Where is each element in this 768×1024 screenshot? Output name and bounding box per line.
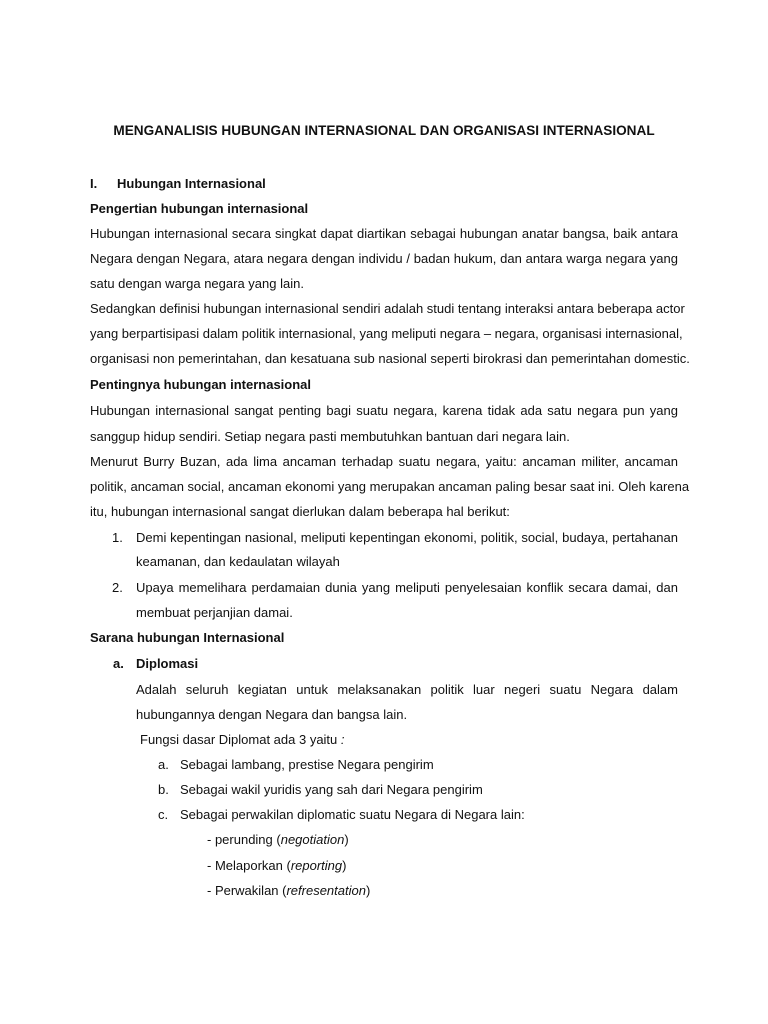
sub-item-suffix: )	[365, 883, 371, 898]
subheading-pentingnya: Pentingnya hubungan internasional	[90, 377, 312, 392]
sub-item	[207, 827, 507, 852]
fungsi-line	[140, 727, 540, 752]
paragraph-line: sanggup hidup sendiri. Setiap negara pasti membutuhkan bantuan dari negara lain.	[90, 429, 570, 444]
subheading-pengertian: Pengertian hubungan internasional	[90, 201, 309, 216]
list-item-line: Upaya memelihara perdamaian dunia yang meliputi penyelesaian konflik secara damai, dan	[136, 580, 678, 595]
sub-item-suffix: )	[342, 858, 347, 873]
section-heading	[90, 171, 678, 196]
sub-item-suffix: )	[344, 832, 349, 847]
diplomasi-label: Diplomasi	[136, 656, 199, 671]
fungsi-item: Sebagai wakil yuridis yang sah dari Negara pengirim	[180, 782, 483, 797]
fungsi-colon: :	[340, 732, 345, 747]
subheading-sarana: Sarana hubungan Internasional	[90, 630, 285, 645]
paragraph-line: Adalah seluruh kegiatan untuk melaksanakan politik luar negeri suatu Negara dalam	[136, 682, 678, 697]
sub-item-term: refresentation	[286, 883, 366, 898]
paragraph-line: yang berpartisipasi dalam politik internasional, yang meliputi negara – negara, organisasi internasional,	[90, 326, 683, 341]
fungsi-item: Sebagai perwakilan diplomatic suatu Negara di Negara lain:	[180, 807, 525, 822]
list-marker: b.	[158, 782, 169, 797]
document-title: MENGANALISIS HUBUNGAN INTERNASIONAL DAN ORGANISASI INTERNASIONAL	[113, 123, 655, 138]
list-marker: a.	[158, 757, 169, 772]
sub-item-term: negotiation	[280, 832, 345, 847]
list-marker: 2.	[112, 580, 123, 595]
fungsi-item: Sebagai lambang, prestise Negara pengirim	[180, 757, 434, 772]
list-marker: c.	[158, 807, 169, 822]
sub-item-prefix: - Melaporkan (	[207, 858, 291, 873]
sub-item-prefix: - Perwakilan (	[207, 883, 287, 898]
paragraph-line: itu, hubungan internasional sangat dierlukan dalam beberapa hal berikut:	[90, 504, 510, 519]
fungsi-text: Fungsi dasar Diplomat ada 3 yaitu	[140, 732, 341, 747]
paragraph-line: organisasi non pemerintahan, dan kesatuana sub nasional seperti birokrasi dan pemerintahan domestic.	[90, 351, 690, 366]
paragraph-line: Sedangkan definisi hubungan internasional sendiri adalah studi tentang interaksi antara beberapa actor	[90, 301, 685, 316]
paragraph-line: Negara dengan Negara, atara negara dengan individu / badan hukum, dan antara warga negara yang	[90, 251, 678, 266]
list-marker: 1.	[112, 530, 123, 545]
sub-item	[207, 853, 507, 878]
paragraph-line: Menurut Burry Buzan, ada lima ancaman terhadap suatu negara, yaitu: ancaman militer, ancaman	[90, 454, 678, 469]
paragraph-line: satu dengan warga negara yang lain.	[90, 276, 304, 291]
paragraph-line: hubungannya dengan Negara dan bangsa lain.	[136, 707, 408, 722]
list-item-line: Demi kepentingan nasional, meliputi kepentingan ekonomi, politik, social, budaya, pertahanan	[136, 530, 678, 545]
section-title: Hubungan Internasional	[117, 176, 266, 191]
list-marker: a.	[113, 656, 124, 671]
list-item-line: keamanan, dan kedaulatan wilayah	[136, 554, 340, 569]
sub-item-term: reporting	[290, 858, 343, 873]
sub-item-prefix: - perunding (	[207, 832, 281, 847]
sub-item	[207, 878, 507, 903]
section-number: I.	[90, 176, 98, 191]
paragraph-line: politik, ancaman social, ancaman ekonomi yang merupakan ancaman paling besar saat ini. Oleh karena	[90, 479, 690, 494]
paragraph-line: Hubungan internasional sangat penting bagi suatu negara, karena tidak ada satu negara pun yang	[90, 403, 678, 418]
paragraph-line: Hubungan internasional secara singkat dapat diartikan sebagai hubungan anatar bangsa, baik antara	[90, 226, 678, 241]
list-item-line: membuat perjanjian damai.	[136, 605, 293, 620]
